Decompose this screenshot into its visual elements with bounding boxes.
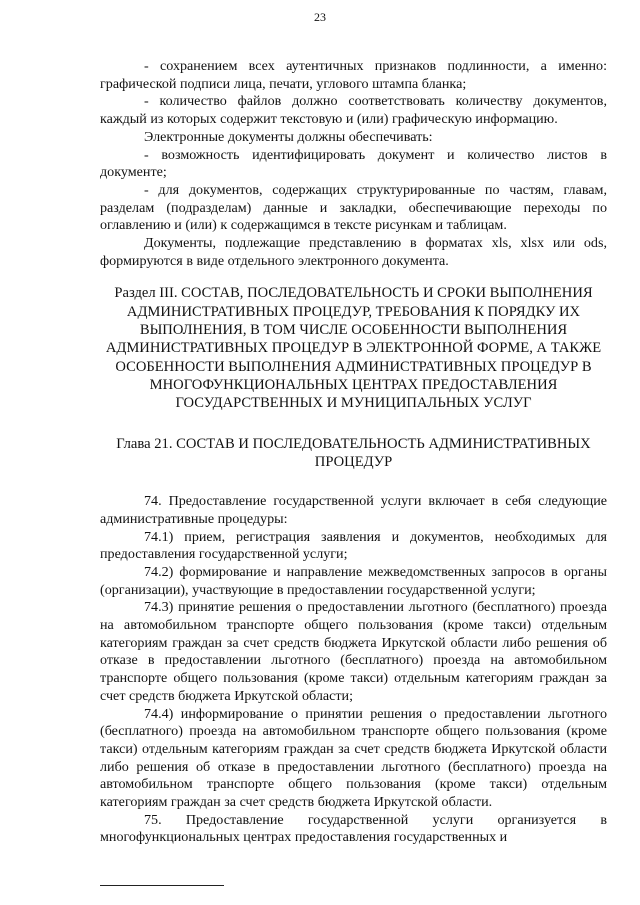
page-number: 23 [314, 10, 326, 24]
paragraph: 75. Предоставление государственной услуги организуется в многофункциональных центрах предоставления государственных и [100, 811, 607, 846]
paragraph: 74.3) принятие решения о предоставлении льготного (бесплатного) проезда на автомобильном транспорте общего пользования (кроме такси) отдельным категориям граждан за счет средств бюджета Иркутской области либо решения об отказе в предоставлении льготного (бесплатного) проезда на автомобильном транспорте общего пользования (кроме такси) отдельным категориям граждан за счет средств бюджета Иркутской области; [100, 599, 607, 704]
footnote-divider [100, 885, 224, 886]
paragraph: 74.4) информирование о принятии решения о предоставлении льготного (бесплатного) проезда на автомобильном транспорте общего пользования (кроме такси) отдельным категориям граждан за счет средств бюджета Иркутской области либо решения об отказе в предоставлении льготного (бесплатного) проезда на автомобильном транспорте общего пользования (кроме такси) отдельным категориям граждан за счет средств бюджета Иркутской области. [100, 705, 607, 811]
chapter-heading: Глава 21. СОСТАВ И ПОСЛЕДОВАТЕЛЬНОСТЬ АДМИНИСТРАТИВНЫХ ПРОЦЕДУР [116, 435, 591, 470]
paragraph: Электронные документы должны обеспечивать: [144, 128, 433, 145]
paragraph: 74.1) прием, регистрация заявления и документов, необходимых для предоставления государственной услуги; [100, 528, 607, 563]
paragraph: - для документов, содержащих структурированные по частям, главам, разделам (подразделам) данные и закладки, обеспечивающие переходы по оглавлению и (или) к содержащимся в тексте рисункам и таблицам. [100, 181, 607, 234]
paragraph: Документы, подлежащие представлению в форматах xls, xlsx или ods, формируются в виде отдельного электронного документа. [100, 235, 607, 269]
page-body [100, 58, 607, 847]
paragraph: 74. Предоставление государственной услуги включает в себя следующие административные процедуры: [100, 493, 607, 527]
paragraph: - возможность идентифицировать документ и количество листов в документе; [100, 146, 607, 181]
paragraph: - количество файлов должно соответствовать количеству документов, каждый из которых содержит текстовую и (или) графическую информацию. [100, 93, 607, 128]
paragraph: - сохранением всех аутентичных признаков подлинности, а именно: графической подписи лица, печати, углового штампа бланка; [100, 58, 607, 92]
paragraph: 74.2) формирование и направление межведомственных запросов в органы (организации), участвующие в предоставлении государственной услуги; [100, 563, 607, 598]
section-heading: Раздел III. СОСТАВ, ПОСЛЕДОВАТЕЛЬНОСТЬ И СРОКИ ВЫПОЛНЕНИЯ АДМИНИСТРАТИВНЫХ ПРОЦЕДУР, ТРЕБОВАНИЯ К ПОРЯДКУ ИХ ВЫПОЛНЕНИЯ, В ТОМ ЧИСЛЕ ОСОБЕННОСТИ ВЫПОЛНЕНИЯ АДМИНИСТРАТИВНЫХ ПРОЦЕДУР В ЭЛЕКТРОННОЙ ФОРМЕ, А ТАКЖЕ ОСОБЕННОСТИ ВЫПОЛНЕНИЯ АДМИНИСТРАТИВНЫХ ПРОЦЕДУР В МНОГОФУНКЦИОНАЛЬНЫХ ЦЕНТРАХ ПРЕДОСТАВЛЕНИЯ ГОСУДАРСТВЕННЫХ И МУНИЦИПАЛЬНЫХ УСЛУГ [105, 285, 602, 412]
